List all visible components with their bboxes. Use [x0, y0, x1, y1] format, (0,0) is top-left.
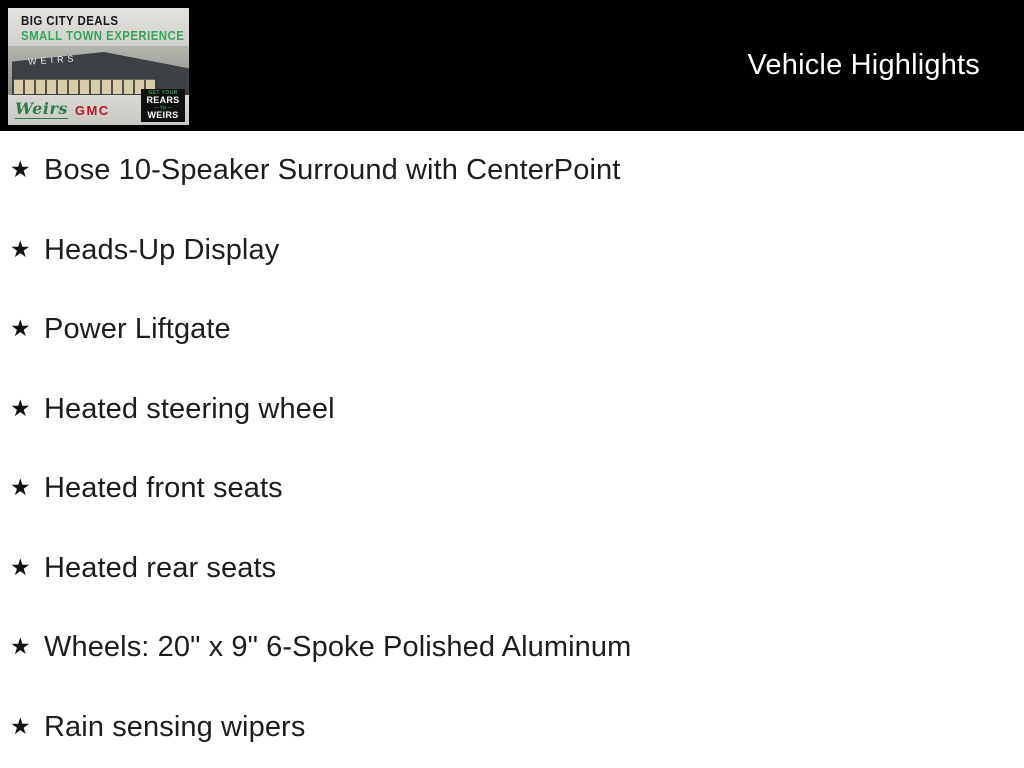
star-bullet-icon: ★ [10, 634, 31, 661]
page-title: Vehicle Highlights [747, 49, 980, 81]
highlight-item [0, 688, 1024, 768]
highlight-item [0, 370, 1024, 450]
highlight-label: Wheels: 20" x 9" 6-Spoke Polished Aluminum [44, 631, 632, 664]
vehicle-highlights-list [0, 131, 1024, 767]
badge-line3: — TO — [142, 106, 184, 111]
star-bullet-icon: ★ [10, 316, 31, 343]
highlight-item [0, 529, 1024, 609]
highlight-label: Heated steering wheel [44, 392, 335, 425]
header-bar [0, 0, 1024, 131]
highlight-label: Heated front seats [44, 472, 283, 505]
highlight-item [0, 290, 1024, 370]
highlight-item [0, 211, 1024, 291]
gmc-logo: GMC [74, 102, 110, 118]
badge-line4: WEIRS [147, 110, 179, 120]
logo-tagline-line2: SMALL TOWN EXPERIENCE [21, 28, 185, 43]
badge-line1: GET YOUR [148, 89, 178, 96]
highlight-label: Rain sensing wipers [44, 710, 306, 743]
highlight-item [0, 608, 1024, 688]
logo-tagline-block [8, 8, 189, 46]
highlight-label: Heated rear seats [44, 551, 277, 584]
star-bullet-icon: ★ [10, 475, 31, 502]
star-bullet-icon: ★ [10, 236, 31, 263]
building-sign-text: WEIRS [27, 53, 78, 67]
badge-line2: REARS [146, 94, 180, 105]
star-bullet-icon: ★ [10, 157, 31, 184]
rears-to-weirs-badge [141, 89, 185, 123]
highlight-item [0, 131, 1024, 211]
storefront-windows [14, 79, 155, 94]
highlight-item [0, 449, 1024, 529]
star-bullet-icon: ★ [10, 554, 31, 581]
highlight-label: Power Liftgate [44, 313, 231, 346]
star-bullet-icon: ★ [10, 713, 31, 740]
dealership-logo [8, 8, 189, 125]
star-bullet-icon: ★ [10, 395, 31, 422]
logo-tagline-line1: BIG CITY DEALS [21, 13, 119, 28]
highlight-label: Bose 10-Speaker Surround with CenterPoint [44, 154, 621, 187]
weirs-script-logo: Weirs [15, 99, 68, 118]
highlight-label: Heads-Up Display [44, 233, 280, 266]
